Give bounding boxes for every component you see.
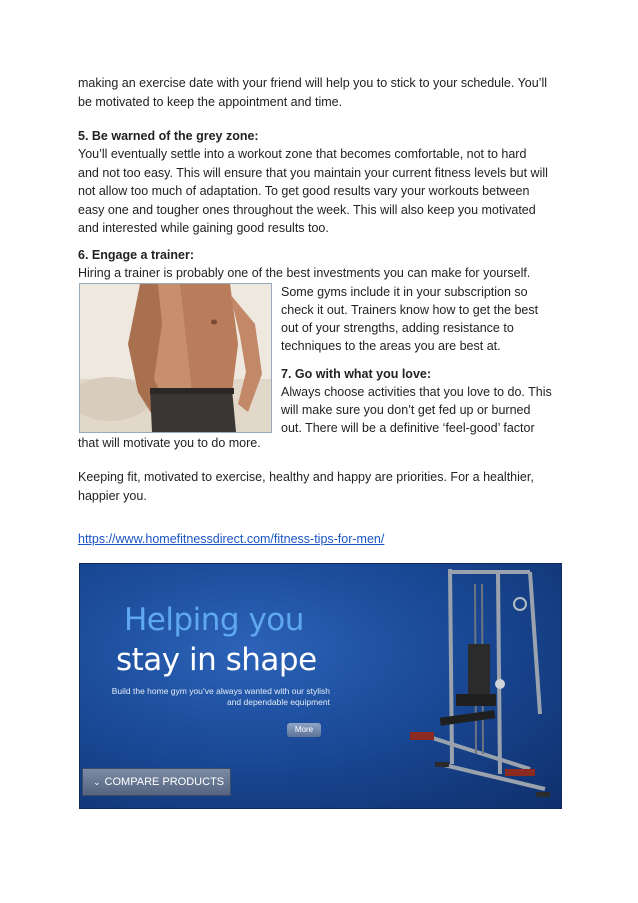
section-6-line: out of your strengths, adding resistance to (281, 321, 514, 335)
trainer-photo (79, 283, 272, 433)
banner-title-line-2: stay in shape (116, 642, 317, 678)
banner-subtitle (86, 686, 330, 708)
section-5-body (78, 145, 563, 238)
source-link[interactable]: https://www.homefitnessdirect.com/fitness-tips-for-men/ (78, 532, 385, 546)
more-button[interactable]: More (287, 723, 321, 737)
section-5-line: and not too easy. This will ensure that you maintain your current fitness levels but will (78, 165, 548, 180)
section-6-intro: Hiring a trainer is probably one of the best investments you can make for yourself. (78, 266, 531, 280)
closing-line-1: Keeping fit, motivated to exercise, healthy and happy are priorities. For a healthier, (78, 470, 534, 484)
banner-subtitle-line-1: Build the home gym you’ve always wanted with our stylish (111, 686, 330, 696)
section-6-wrap (281, 283, 564, 355)
compare-products-label: COMPARE PRODUCTS (104, 776, 225, 788)
section-6-line: check it out. Trainers know how to get the best (281, 303, 539, 317)
section-6-heading: 6. Engage a trainer: (78, 248, 195, 262)
section-7-line: will make sure you don’t get fed up or burned (281, 403, 531, 417)
section-6-line: techniques to the areas you are best at. (281, 339, 501, 353)
intro-line-1: making an exercise date with your friend will help you to stick to your schedule. You’ll (78, 76, 548, 90)
closing-paragraph (78, 468, 563, 505)
section-7-wrap (281, 383, 564, 437)
home-gym-machine-icon (380, 564, 561, 808)
compare-products-button[interactable] (82, 768, 231, 796)
intro-paragraph (78, 74, 563, 111)
section-5-line: not allow too much of adaptation. To get good results vary your workouts between (78, 184, 530, 198)
intro-line-2: be motivated to keep the appointment and time. (78, 94, 343, 109)
section-5-line: easy one and tougher ones throughout the week. This will also keep you motivated (78, 202, 536, 217)
section-7-tail: that will motivate you to do more. (78, 436, 261, 450)
section-7-heading: 7. Go with what you love: (281, 367, 432, 381)
section-5-heading: 5. Be warned of the grey zone: (78, 129, 259, 143)
section-7-line: Always choose activities that you love to do. This (281, 385, 552, 399)
source-link-paragraph (78, 530, 563, 549)
banner-title-line-1: Helping you (124, 602, 304, 638)
section-5-line: You’ll eventually settle into a workout zone that becomes comfortable, not to hard (78, 147, 527, 161)
section-5-line: and interested while gaining good results too. (78, 221, 329, 235)
closing-line-2: happier you. (78, 488, 147, 503)
chevron-down-icon: ⌄ (93, 777, 101, 787)
banner-subtitle-line-2: and dependable equipment (226, 697, 330, 707)
home-gym-banner (79, 563, 562, 809)
section-6-line: Some gyms include it in your subscription so (281, 285, 528, 299)
shirtless-man-photo-icon (80, 284, 271, 432)
section-7-line: out. There will be a definitive ‘feel-good’ factor (281, 421, 535, 435)
